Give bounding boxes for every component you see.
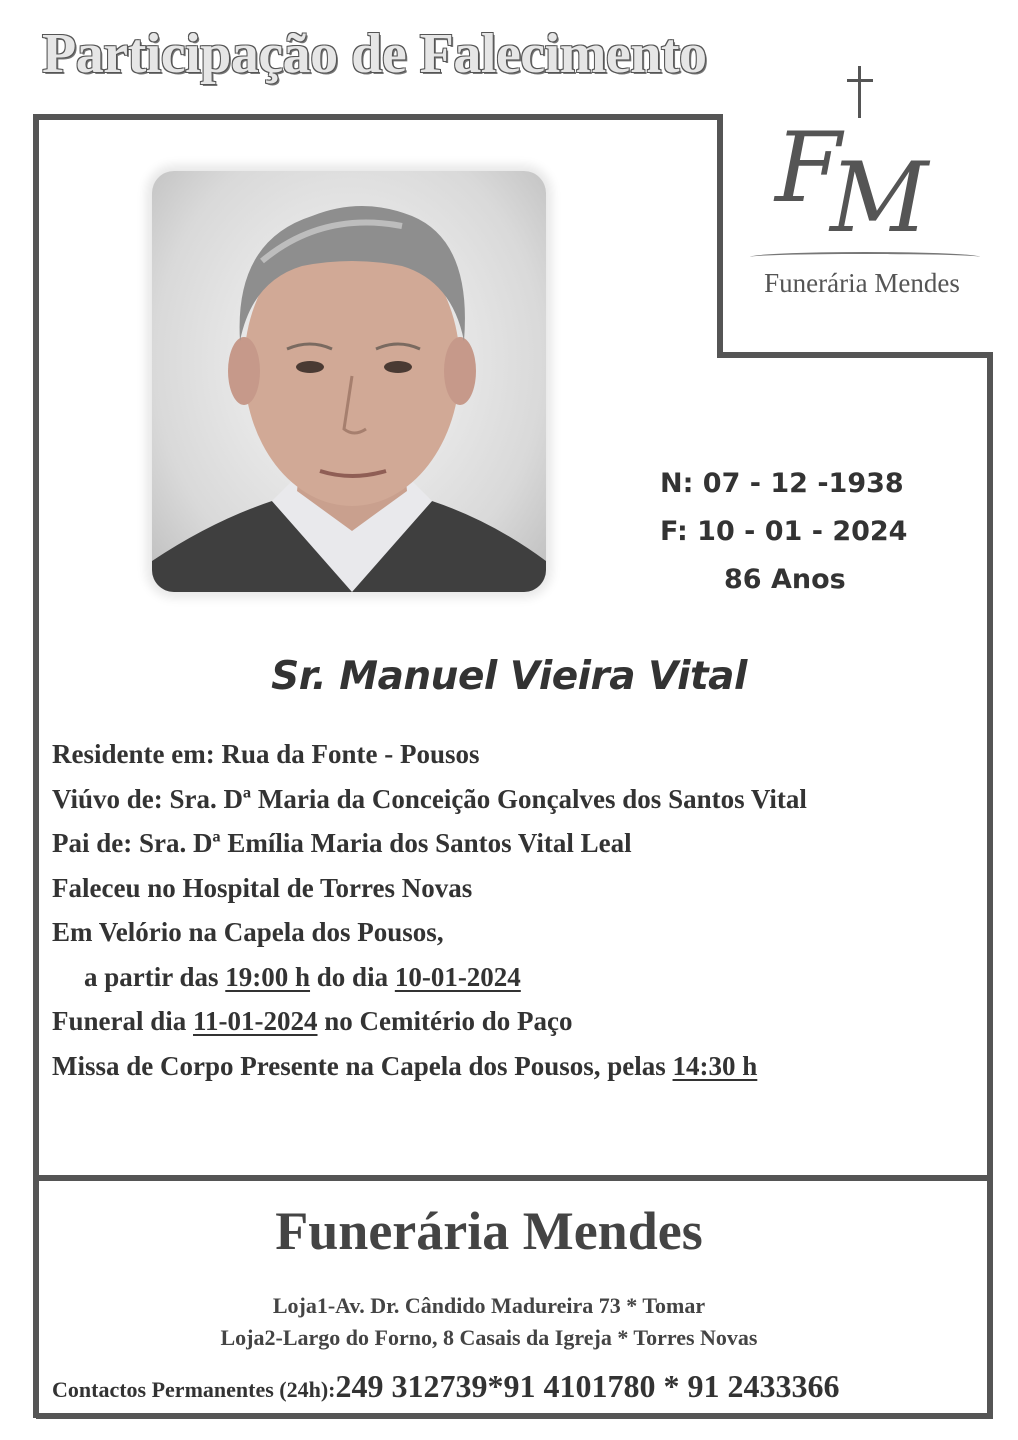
mass-time: 14:30 h [672, 1050, 758, 1081]
wake-from-prefix: a partir das [84, 961, 226, 992]
deceased-portrait-photo [152, 171, 546, 592]
father-line: Pai de: Sra. Dª Emília Maria dos Santos Vital Leal [52, 828, 632, 858]
monogram-letter-m: M [830, 142, 929, 254]
mass-prefix: Missa de Corpo Presente na Capela dos Pousos, pelas [52, 1050, 673, 1081]
obituary-details [52, 732, 982, 1088]
life-dates-block [660, 460, 920, 604]
footer-company-name: Funerária Mendes [275, 1201, 703, 1261]
widower-line: Viúvo de: Sra. Dª Maria da Conceição Gonçalves dos Santos Vital [52, 783, 807, 814]
residence-line: Residente em: Rua da Fonte - Pousos [52, 739, 480, 769]
birth-date: N: 07 - 12 -1938 [660, 468, 904, 499]
funeral-line [52, 999, 982, 1044]
contacts-label: Contactos Permanentes (24h): [52, 1377, 336, 1402]
age: 86 Anos [724, 564, 846, 595]
funeral-date: 11-01-2024 [193, 1006, 318, 1036]
death-date: F: 10 - 01 - 2024 [660, 516, 908, 547]
mass-line [52, 1044, 982, 1089]
wake-time-line [52, 955, 982, 1000]
wake-time: 19:00 h [225, 961, 311, 992]
logo-company-name: Funerária Mendes [764, 268, 960, 298]
store2-address: Loja2-Largo do Forno, 8 Casais da Igreja * Torres Novas [220, 1325, 758, 1350]
wake-line: Em Velório na Capela dos Pousos, [52, 917, 444, 947]
contacts-line [52, 1368, 840, 1405]
wake-day-prefix: do dia [310, 961, 395, 992]
cross-icon [845, 66, 875, 118]
deceased-name: Sr. Manuel Vieira Vital [271, 654, 747, 699]
funeral-home-monogram-logo [760, 112, 970, 254]
funeral-prefix: Funeral dia [52, 1006, 194, 1036]
wake-date: 10-01-2024 [394, 961, 521, 992]
funeral-suffix: no Cemitério do Paço [317, 1006, 573, 1036]
contacts-numbers: 249 312739*91 4101780 * 91 2433366 [335, 1368, 840, 1404]
logo-swoosh [750, 252, 980, 262]
page-title: Participação de Falecimento [42, 23, 707, 85]
died-at-line: Faleceu no Hospital de Torres Novas [52, 872, 473, 903]
store1-address: Loja1-Av. Dr. Cândido Madureira 73 * Tomar [272, 1293, 706, 1318]
monogram-letter-f: F [775, 112, 842, 224]
